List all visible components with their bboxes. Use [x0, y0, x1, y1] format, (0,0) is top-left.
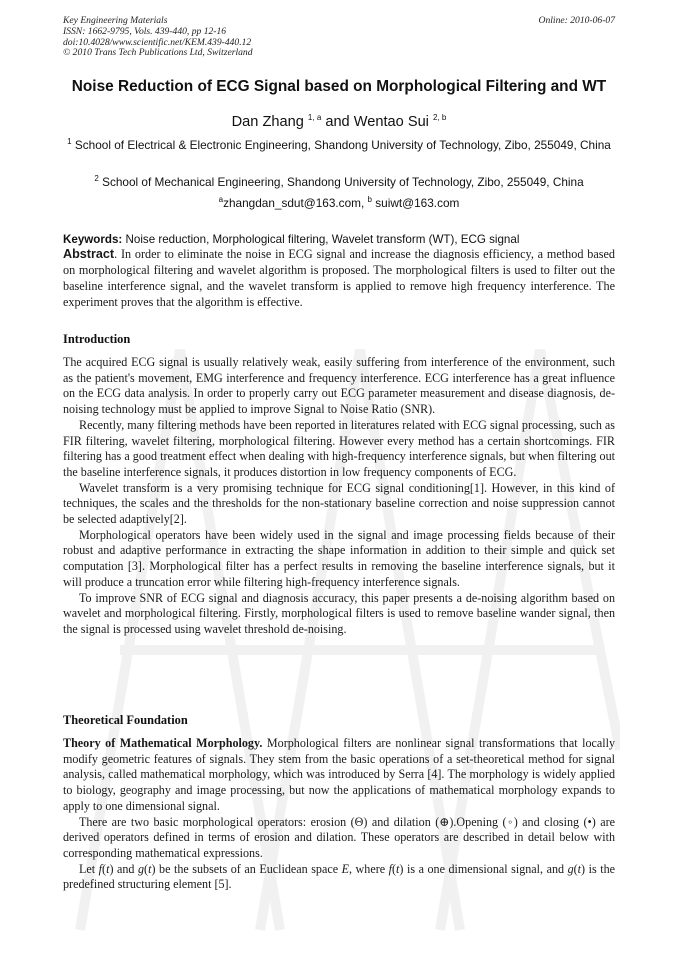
journal-header	[63, 16, 615, 59]
theory-paragraph-1-text: Morphological filters are nonlinear signal transformations that locally modify geometric features of signals. They stem from the basic operations of a set-theoretical method for signal analysis, called mathematical morphology, which was introduced by Serra [4]. The morphology is widely applied to biology, geography and image processing, but now the applications of mathematical morphology expands to apply to one dimensional signal.	[63, 736, 615, 813]
affiliation-2-sup: 2	[94, 174, 99, 184]
theory-runin-heading: Theory of Mathematical Morphology.	[63, 736, 263, 750]
keywords-text: Noise reduction, Morphological filtering, Wavelet transform (WT), ECG signal	[125, 233, 520, 246]
affiliation-1-sup: 1	[67, 137, 72, 147]
p3-math: t	[148, 861, 152, 876]
doi-line: doi:10.4028/www.scientific.net/KEM.439-440.12	[63, 36, 252, 48]
p3-part: ) and	[109, 861, 138, 876]
theory-paragraph-2: There are two basic morphological operators: erosion (Θ) and dilation (⊕).Opening (◦) and closing (•) are derived operators defined in terms of erosion and dilation. These operators are described in detail below with corresponding mathematical expressions.	[63, 814, 615, 860]
p3-math: f	[388, 861, 393, 876]
p3-part: , where	[349, 861, 389, 876]
p3-math: g	[138, 861, 145, 876]
abstract-text: . In order to eliminate the noise in ECG signal and increase the diagnosis efficiency, a method based on morphological filtering and wavelet algorithm is proposed. The morphological filters is used to filter out the baseline interference signal, and the wavelet transform is applied to remove high frequency interference. The experiment proves that the algorithm is effective.	[63, 247, 615, 309]
author-line	[40, 114, 638, 130]
p3-part: ) is a one dimensional signal, and	[399, 861, 568, 876]
p3-part: ) is the predefined structuring element [5].	[63, 861, 615, 892]
author-conj: and	[325, 114, 350, 130]
affiliation-2-text: School of Mechanical Engineering, Shandong University of Technology, Zibo, 255049, China	[102, 175, 584, 189]
keywords	[63, 233, 615, 246]
intro-paragraph-1: The acquired ECG signal is usually relatively weak, easily suffering from interference of the environment, such as the patient's movement, EMG interference and frequency interference. ECG interference has a great influence on the ECG data analysis. In order to properly carry out ECG parameter measurement and disease diagnosis, de-noising technology must be applied to improve Signal to Noise Ratio (SNR).	[63, 355, 615, 417]
p3-part: ) be the subsets of an Euclidean space	[151, 861, 342, 876]
author-2-sup: 2, b	[433, 113, 447, 123]
issn-line: ISSN: 1662-9795, Vols. 439-440, pp 12-16	[63, 25, 227, 37]
p3-math: f	[98, 861, 103, 876]
theory-paragraph-3	[63, 862, 615, 893]
p3-part: (	[573, 861, 578, 876]
p3-math: t	[396, 861, 400, 876]
section-heading-theory: Theoretical Foundation	[63, 713, 188, 727]
email-line	[63, 196, 615, 210]
p3-math: g	[567, 861, 574, 876]
p3-part: (	[144, 861, 149, 876]
email-a-sup: a	[218, 195, 224, 205]
email-b-sup: b	[367, 195, 372, 205]
theory-body	[63, 736, 615, 893]
p3-part: Let	[79, 861, 99, 876]
intro-paragraph-3: Wavelet transform is a very promising technique for ECG signal conditioning[1]. However, in this kind of techniques, the scales and the thresholds for the non-stationary baseline correction and noise suppression cannot be selected adaptively[2].	[63, 480, 615, 527]
introduction-body	[63, 355, 615, 638]
email-a: zhangdan_sdut@163.com,	[223, 196, 365, 210]
intro-paragraph-5: To improve SNR of ECG signal and diagnosis accuracy, this paper presents a de-noising algorithm based on wavelet and morphological filtering. Firstly, morphological filters is used to remove baseline wander signal, then the signal is processed using wavelet threshold de-noising.	[63, 590, 615, 636]
author-1-sup: 1, a	[307, 113, 322, 123]
email-b: suiwt@163.com	[375, 196, 460, 210]
p3-math: E	[341, 861, 349, 876]
affiliation-1-text: School of Electrical & Electronic Engineering, Shandong University of Technology, Zibo, 255049, China	[74, 138, 611, 152]
affiliation-2	[63, 175, 615, 190]
keywords-label: Keywords:	[63, 233, 123, 246]
intro-paragraph-2: Recently, many filtering methods have been reported in literatures related with ECG signal processing, such as FIR filtering, wavelet filtering, morphological filtering. However every method has a certain shortcomings. FIR filtering has a good treatment effect when dealing with high-frequency interference signals, but when filtering out the baseline interference signals, it produces distortion in low frequency components of ECG.	[63, 417, 615, 479]
section-heading-introduction: Introduction	[63, 332, 131, 346]
abstract	[63, 246, 615, 310]
theory-paragraph-1	[63, 736, 615, 815]
journal-name: Key Engineering Materials	[63, 15, 168, 26]
online-date: Online: 2010-06-07	[538, 15, 615, 26]
p3-math: t	[577, 861, 582, 876]
author-1: Dan Zhang	[231, 114, 304, 130]
p3-math: t	[106, 861, 110, 876]
intro-paragraph-4: Morphological operators have been widely used in the signal and image processing fields because of their robust and adaptive performance in extracting the shape information in addition to their simple and quick set computation [3]. Morphological filter has a perfect results in removing the baseline interference signals, but it will produce a truncation error while filtering high-frequency interference signals.	[63, 527, 615, 589]
copyright-line: © 2010 Trans Tech Publications Ltd, Switzerland	[63, 47, 253, 59]
affiliation-1	[63, 138, 615, 153]
abstract-label: Abstract	[63, 247, 115, 261]
paper-title: Noise Reduction of ECG Signal based on Morphological Filtering and WT	[71, 78, 607, 95]
author-2: Wentao Sui	[353, 114, 429, 130]
p3-part: (	[102, 861, 107, 876]
p3-part: (	[392, 861, 397, 876]
